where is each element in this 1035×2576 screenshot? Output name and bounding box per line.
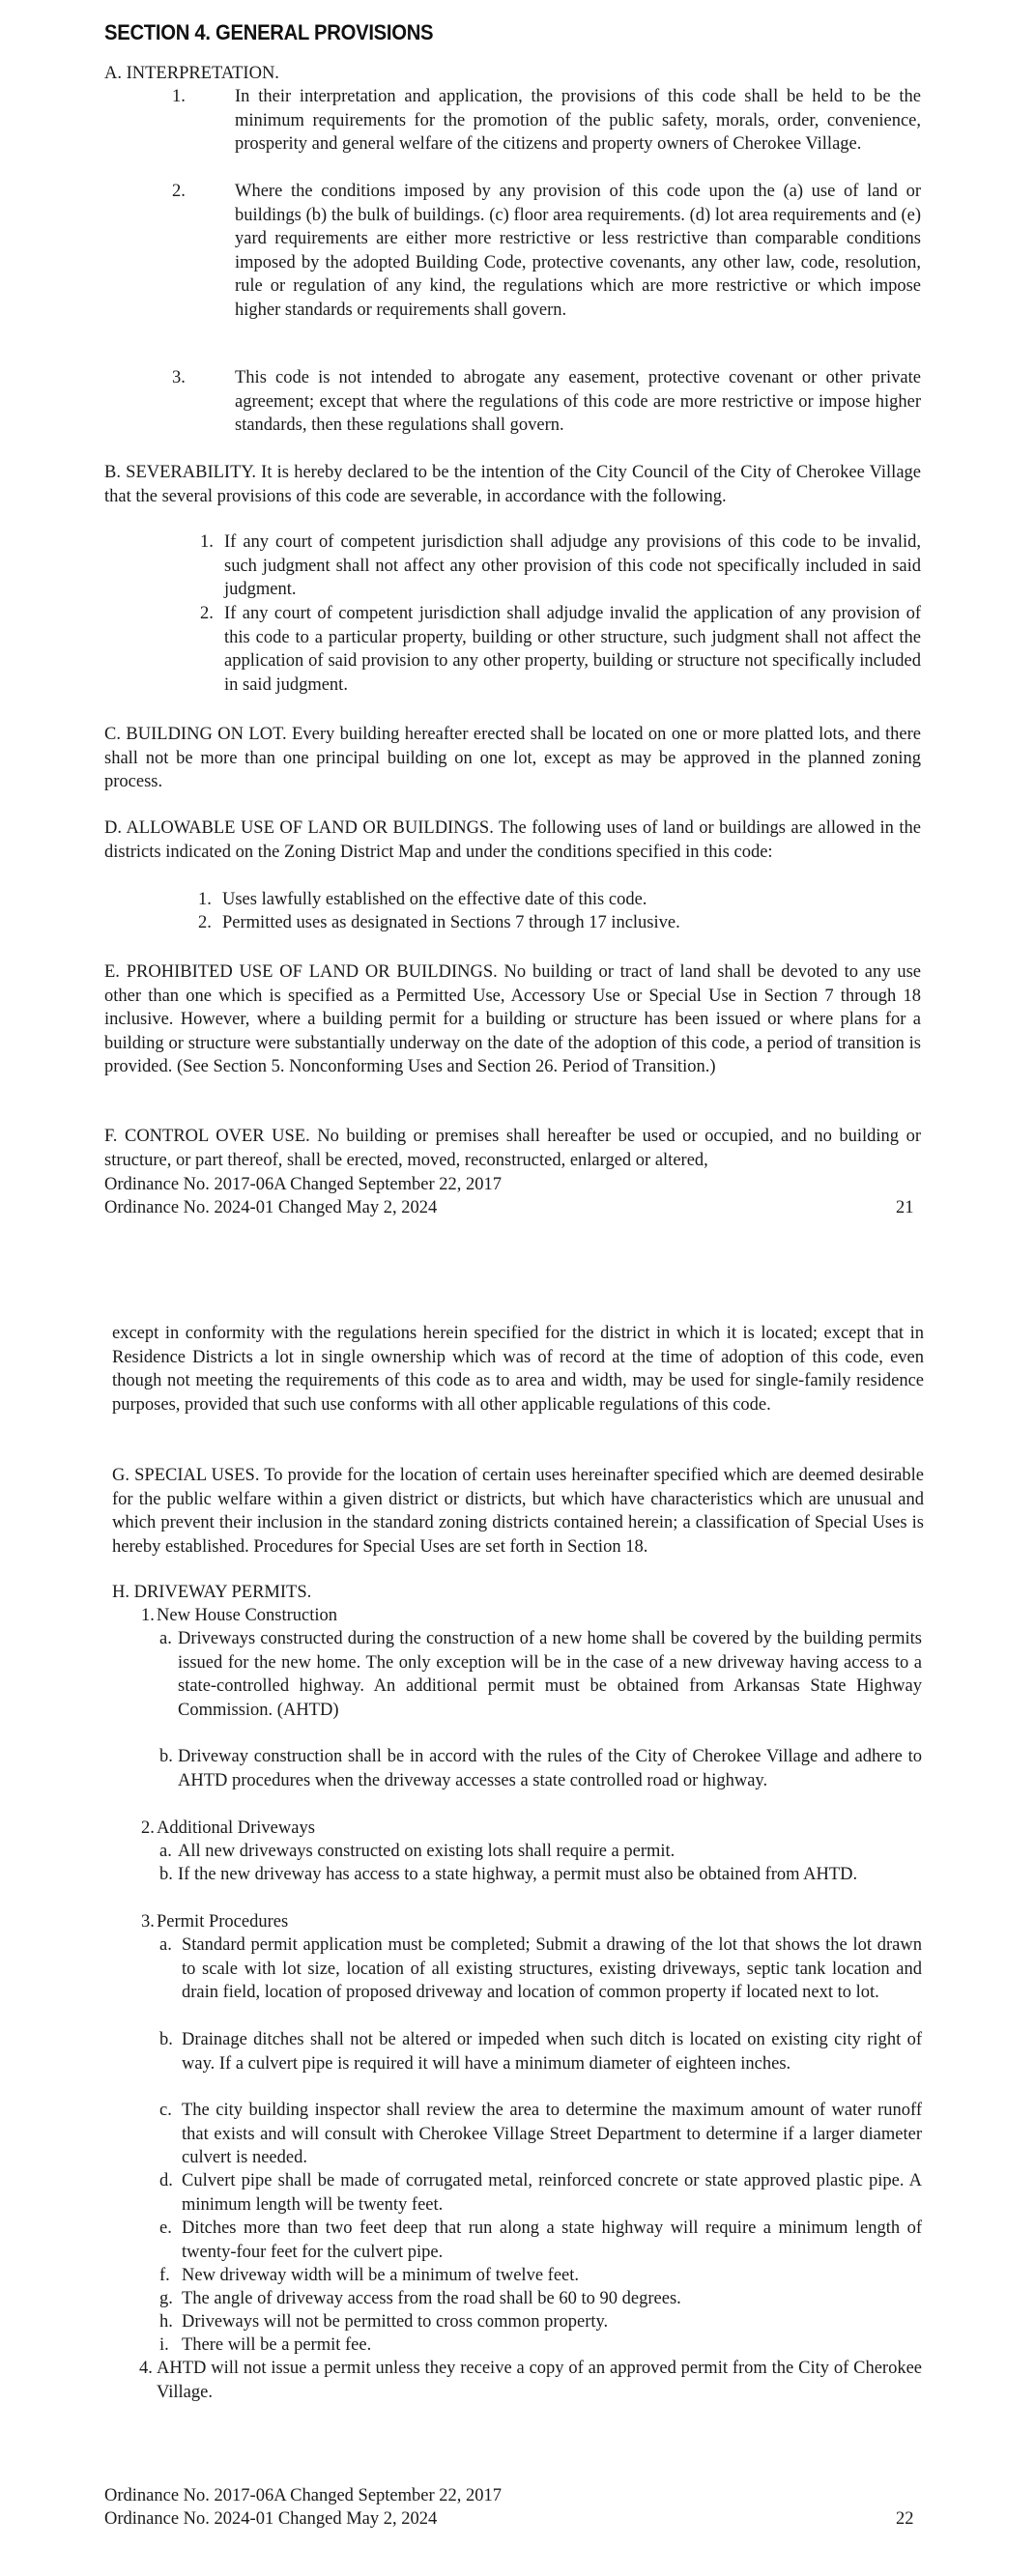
list-letter: b.	[159, 1747, 173, 1766]
new-house-construction-title: New House Construction	[157, 1606, 338, 1625]
list-letter: a.	[159, 1935, 172, 1955]
control-over-use-continued: except in conformity with the regulations herein specified for the district in which it is located; except that in Residence Districts a lot in single ownership which was of record at the time of adoption of this code, even though not meeting the requirements of this code as to area and width, may be used for single-family residence purposes, provided that such use conforms with all other applicable regulations of this code.	[112, 1324, 924, 1415]
allowable-use-item-2: Permitted uses as designated in Sections 7 through 17 inclusive.	[222, 913, 680, 932]
list-letter: f.	[159, 2266, 170, 2285]
list-number: 2.	[141, 1818, 155, 1838]
severability-item-2: If any court of competent jurisdiction shall adjudge invalid the application of any provision of this code to a particular property, building or other structure, such judgment shall not affect the application of said provision to any other property, building or structure not specifically included in said judgment.	[224, 604, 921, 695]
footer-ordinance-2017: Ordinance No. 2017-06A Changed September 22, 2017	[104, 2486, 503, 2505]
list-letter: a.	[159, 1629, 172, 1648]
severability-item-1: If any court of competent jurisdiction shall adjudge any provisions of this code to be invalid, such judgment shall not affect any other provision of this code not specifically included in said judgment.	[224, 532, 921, 599]
list-letter: h.	[159, 2312, 173, 2332]
footer-ordinance-2024: Ordinance No. 2024-01 Changed May 2, 2024	[104, 1198, 438, 1217]
list-number: 2.	[198, 913, 212, 932]
allowable-use-item-1: Uses lawfully established on the effective date of this code.	[222, 890, 647, 909]
procedure-item-d: Culvert pipe shall be made of corrugated metal, reinforced concrete or state approved plastic pipe. A minimum length will be twenty feet.	[182, 2171, 922, 2215]
interpretation-item-3: This code is not intended to abrogate any easement, protective covenant or other private agreement; except that where the regulations of this code are more restrictive or impose higher standards, then these regulations shall govern.	[235, 368, 921, 435]
additional-item-b: If the new driveway has access to a state highway, a permit must also be obtained from AHTD.	[178, 1865, 858, 1884]
list-letter: c.	[159, 2101, 172, 2120]
page-number: 22	[896, 2509, 914, 2529]
procedure-item-f: New driveway width will be a minimum of twelve feet.	[182, 2266, 580, 2285]
new-house-item-a: Driveways constructed during the construction of a new home shall be covered by the building permits issued for the new home. The only exception will be in the case of a new driveway having access to a state-controlled highway. An additional permit must be obtained from Arkansas State Highway Commission. (AHTD)	[178, 1629, 922, 1720]
interpretation-label: A. INTERPRETATION.	[104, 64, 279, 83]
interpretation-item-2: Where the conditions imposed by any provision of this code upon the (a) use of land or buildings (b) the bulk of buildings. (c) floor area requirements. (d) lot area requirements and (e) yard requirements are either more restrictive or less restrictive than comparable conditions imposed by the adopted Building Code, protective covenants, any other law, code, resolution, rule or regulation of any kind, the regulations which are more restrictive or which impose higher standards or requirements shall govern.	[235, 182, 921, 320]
procedure-item-a: Standard permit application must be completed; Submit a drawing of the lot that shows the lot drawn to scale with lot size, location of all existing structures, existing driveways, septic tank location and drain field, location of proposed driveway and location of common property if located next to lot.	[182, 1935, 922, 2002]
allowable-use-paragraph: D. ALLOWABLE USE OF LAND OR BUILDINGS. The following uses of land or buildings are allowed in the districts indicated on the Zoning District Map and under the conditions specified in this code:	[104, 818, 921, 862]
list-number: 2.	[172, 182, 186, 201]
additional-driveways-title: Additional Driveways	[157, 1818, 315, 1838]
new-house-item-b: Driveway construction shall be in accord with the rules of the City of Cherokee Village and adhere to AHTD procedures when the driveway accesses a state controlled road or highway.	[178, 1747, 922, 1790]
footer-ordinance-2024: Ordinance No. 2024-01 Changed May 2, 2024	[104, 2509, 438, 2529]
footer-ordinance-2017: Ordinance No. 2017-06A Changed September 22, 2017	[104, 1175, 503, 1194]
list-letter: d.	[159, 2171, 173, 2190]
procedure-item-g: The angle of driveway access from the road shall be 60 to 90 degrees.	[182, 2289, 681, 2308]
severability-paragraph: B. SEVERABILITY. It is hereby declared to be the intention of the City Council of the City of Cherokee Village that the several provisions of this code are severable, in accordance with the following.	[104, 463, 921, 506]
list-number: 1.	[172, 87, 186, 106]
additional-item-a: All new driveways constructed on existing lots shall require a permit.	[178, 1842, 676, 1861]
list-number: 3.	[141, 1912, 155, 1932]
list-letter: a.	[159, 1842, 172, 1861]
ahtd-permit-item: AHTD will not issue a permit unless they receive a copy of an approved permit from the City of Cherokee Village.	[157, 2359, 922, 2402]
list-letter: g.	[159, 2289, 173, 2308]
control-over-use-paragraph: F. CONTROL OVER USE. No building or premises shall hereafter be used or occupied, and no building or structure, or part thereof, shall be erected, moved, reconstructed, enlarged or altered,	[104, 1127, 921, 1170]
procedure-item-b: Drainage ditches shall not be altered or impeded when such ditch is located on existing city right of way. If a culvert pipe is required it will have a minimum diameter of eighteen inches.	[182, 2030, 922, 2074]
special-uses-paragraph: G. SPECIAL USES. To provide for the location of certain uses hereinafter specified which are deemed desirable for the public welfare within a given district or districts, but which have characteristics which are unusual and which prevent their inclusion in the standard zoning districts contained herein; a classification of Special Uses is hereby established. Procedures for Special Uses are set forth in Section 18.	[112, 1466, 924, 1557]
building-on-lot-paragraph: C. BUILDING ON LOT. Every building hereafter erected shall be located on one or more platted lots, and there shall not be more than one principal building on one lot, except as may be approved in the planned zoning process.	[104, 725, 921, 791]
permit-procedures-title: Permit Procedures	[157, 1912, 289, 1932]
procedure-item-c: The city building inspector shall review the area to determine the maximum amount of water runoff that exists and will consult with Cherokee Village Street Department to determine if a larger diameter culvert is needed.	[182, 2101, 922, 2167]
list-number: 3.	[172, 368, 186, 387]
procedure-item-h: Driveways will not be permitted to cross common property.	[182, 2312, 609, 2332]
driveway-permits-label: H. DRIVEWAY PERMITS.	[112, 1583, 312, 1602]
section-heading: SECTION 4. GENERAL PROVISIONS	[104, 20, 434, 44]
list-letter: b.	[159, 1865, 173, 1884]
list-number: 1.	[141, 1606, 155, 1625]
list-number: 1.	[198, 890, 212, 909]
prohibited-use-paragraph: E. PROHIBITED USE OF LAND OR BUILDINGS. No building or tract of land shall be devoted to any use other than one which is specified as a Permitted Use, Accessory Use or Special Use in Section 7 through 18 inclusive. However, where a building permit for a building or structure has been issued or where plans for a building or structure were substantially underway on the date of the adoption of this code, a period of transition is provided. (See Section 5. Nonconforming Uses and Section 26. Period of Transition.)	[104, 962, 921, 1076]
interpretation-item-1: In their interpretation and application, the provisions of this code shall be held to be the minimum requirements for the promotion of the public safety, morals, order, convenience, prosperity and general welfare of the citizens and property owners of Cherokee Village.	[235, 87, 921, 154]
page-number: 21	[896, 1198, 914, 1217]
list-number: 4.	[139, 2359, 153, 2378]
list-number: 2.	[200, 604, 214, 623]
list-number: 1.	[200, 532, 214, 552]
list-letter: i.	[159, 2335, 169, 2355]
procedure-item-e: Ditches more than two feet deep that run along a state highway will require a minimum length of twenty-four feet for the culvert pipe.	[182, 2218, 922, 2262]
procedure-item-i: There will be a permit fee.	[182, 2335, 372, 2355]
list-letter: e.	[159, 2218, 172, 2238]
list-letter: b.	[159, 2030, 173, 2049]
